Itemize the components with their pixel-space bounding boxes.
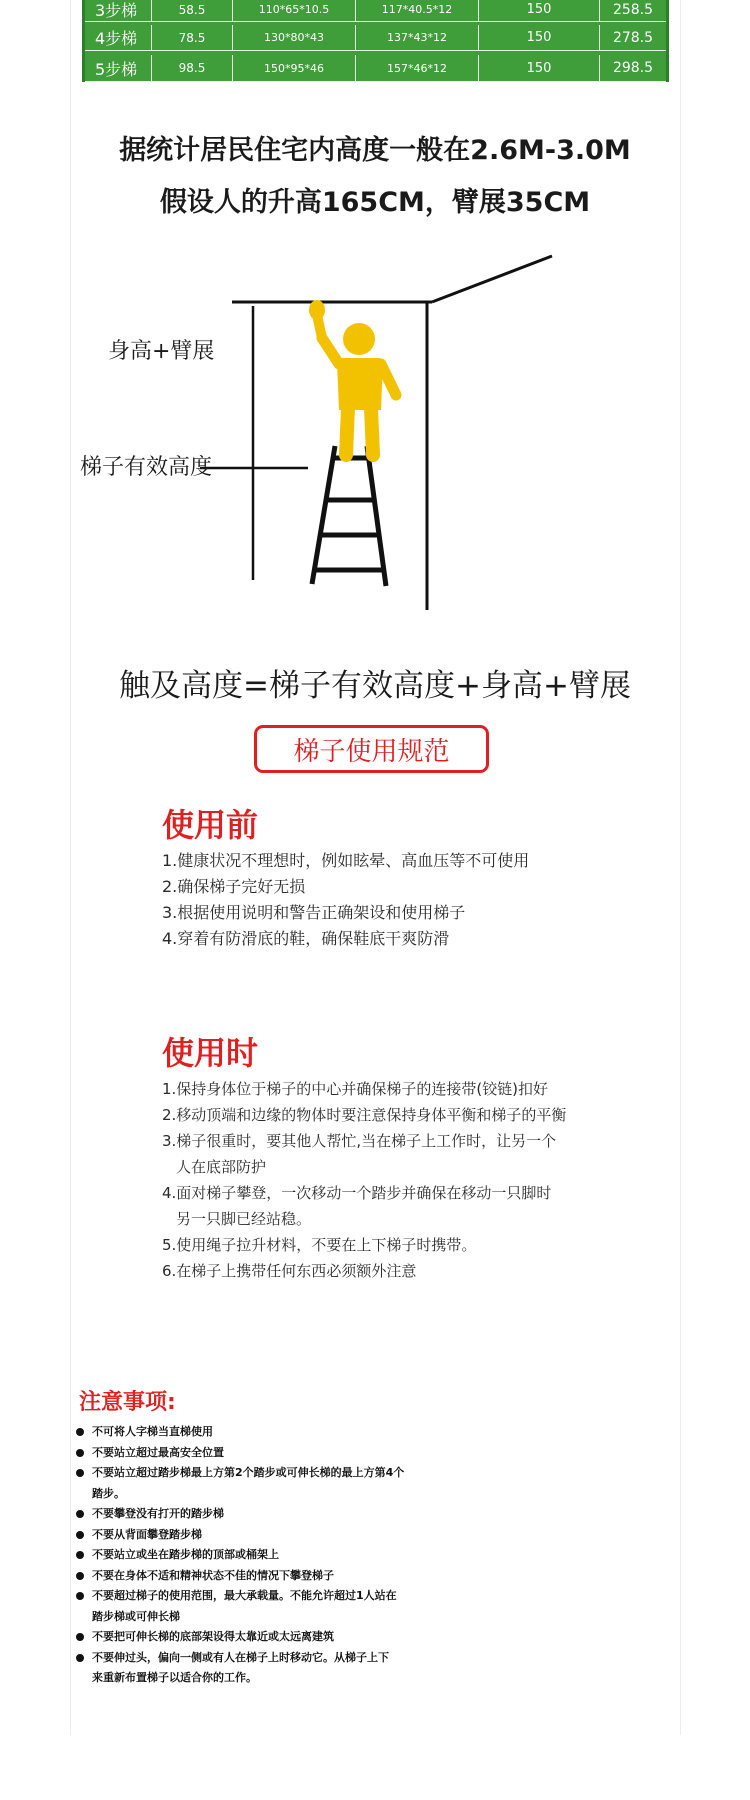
table-cell: 110*65*10.5 (233, 0, 356, 22)
list-item: 4.面对梯子攀登，一次移动一个踏步并确保在移动一只脚时 (162, 1184, 552, 1202)
room-ladder-illustration (60, 250, 620, 620)
list-item: 不要超过梯子的使用范围，最大承载量。不能允许超过1人站在 (76, 1586, 404, 1607)
list-item: 5.使用绳子拉升材料，不要在上下梯子时携带。 (162, 1236, 477, 1254)
list-item: 3.根据使用说明和警告正确架设和使用梯子 (162, 903, 466, 922)
before-use-list (162, 848, 529, 952)
list-item: 4.穿着有防滑底的鞋，确保鞋底干爽防滑 (162, 929, 450, 948)
bullet-icon (76, 1654, 84, 1662)
table-row (85, 0, 666, 22)
measure-lines (200, 306, 308, 580)
table-cell: 258.5 (600, 0, 666, 22)
person-icon (309, 300, 396, 455)
list-item: 踏步梯或可伸长梯 (92, 1609, 180, 1623)
table-cell: 117*40.5*12 (356, 0, 479, 22)
table-cell: 298.5 (600, 55, 666, 82)
bullet-icon (76, 1531, 84, 1539)
label-height-plus-reach: 身高+臂展 (108, 339, 215, 364)
list-item: 不要在身体不适和精神状态不佳的情况下攀登梯子 (76, 1566, 404, 1587)
table-row (85, 25, 666, 51)
headline-assumption: 假设人的升高165CM，臂展35CM (159, 187, 591, 218)
list-item: 另一只脚已经站稳。 (176, 1210, 312, 1228)
table-cell-model: 5步梯 (85, 55, 152, 82)
list-item: 2.移动顶端和边缘的物体时要注意保持身体平衡和梯子的平衡 (162, 1106, 567, 1124)
list-item: 人在底部防护 (176, 1158, 267, 1176)
list-item: 3.梯子很重时，要其他人帮忙,当在梯子上工作时，让另一个 (162, 1132, 557, 1150)
bullet-icon (76, 1551, 84, 1559)
table-cell: 150 (479, 25, 600, 51)
list-item: 1.健康状况不理想时，例如眩晕、高血压等不可使用 (162, 851, 530, 870)
bullet-icon (76, 1449, 84, 1457)
during-use-title: 使用时 (162, 1034, 259, 1072)
list-item: 来重新布置梯子以适合你的工作。 (92, 1671, 257, 1684)
table-row (85, 55, 666, 82)
right-page-edge (680, 0, 681, 1735)
table-cell: 157*46*12 (356, 55, 479, 82)
list-item: 不要攀登没有打开的踏步梯 (76, 1504, 404, 1525)
table-cell: 58.5 (152, 0, 233, 22)
list-item: 6.在梯子上携带任何东西必须额外注意 (162, 1262, 417, 1280)
table-cell: 137*43*12 (356, 25, 479, 51)
list-item: 踏步。 (92, 1486, 125, 1500)
table-cell: 130*80*43 (233, 25, 356, 51)
ladder-usage-norms-badge (254, 725, 489, 773)
reach-formula: 触及高度=梯子有效高度+身高+臂展 (119, 668, 631, 704)
list-item: 不要站立超过最高安全位置 (76, 1443, 404, 1464)
list-item: 2.确保梯子完好无损 (162, 877, 306, 896)
table-cell-model: 3步梯 (85, 0, 152, 22)
norms-badge-label: 梯子使用规范 (293, 736, 450, 767)
list-item: 不要站立超过踏步梯最上方第2个踏步或可伸长梯的最上方第4个 (76, 1463, 404, 1484)
list-item: 不要站立或坐在踏步梯的顶部或桶架上 (76, 1545, 404, 1566)
notice-title: 注意事项: (79, 1390, 176, 1415)
headline-ceiling-height: 据统计居民住宅内高度一般在2.6M-3.0M (119, 135, 631, 166)
table-cell: 78.5 (152, 25, 233, 51)
list-item: 不要伸过头，偏向一侧或有人在梯子上时移动它。从梯子上下 (76, 1648, 404, 1669)
notice-list (76, 1422, 404, 1689)
table-cell: 150 (479, 0, 600, 22)
list-item: 不要从背面攀登踏步梯 (76, 1525, 404, 1546)
room-outline (232, 256, 552, 610)
bullet-icon (76, 1633, 84, 1641)
label-ladder-effective-height: 梯子有效高度 (80, 455, 213, 480)
bullet-icon (76, 1428, 84, 1436)
reach-height-diagram (60, 250, 620, 620)
table-cell: 98.5 (152, 55, 233, 82)
bullet-icon (76, 1510, 84, 1518)
bullet-icon (76, 1469, 84, 1477)
bullet-icon (76, 1592, 84, 1600)
table-cell-model: 4步梯 (85, 25, 152, 51)
list-item: 不可将人字梯当直梯使用 (76, 1422, 404, 1443)
table-cell: 150*95*46 (233, 55, 356, 82)
ladder-spec-table (82, 0, 669, 82)
list-item: 不要把可伸长梯的底部架设得太靠近或太远离建筑 (76, 1627, 404, 1648)
bullet-icon (76, 1572, 84, 1580)
before-use-title: 使用前 (162, 806, 259, 844)
during-use-list (162, 1076, 582, 1284)
table-cell: 278.5 (600, 25, 666, 51)
list-item: 1.保持身体位于梯子的中心并确保梯子的连接带(铰链)扣好 (162, 1080, 549, 1098)
table-cell: 150 (479, 55, 600, 82)
ladder-icon (312, 446, 386, 586)
